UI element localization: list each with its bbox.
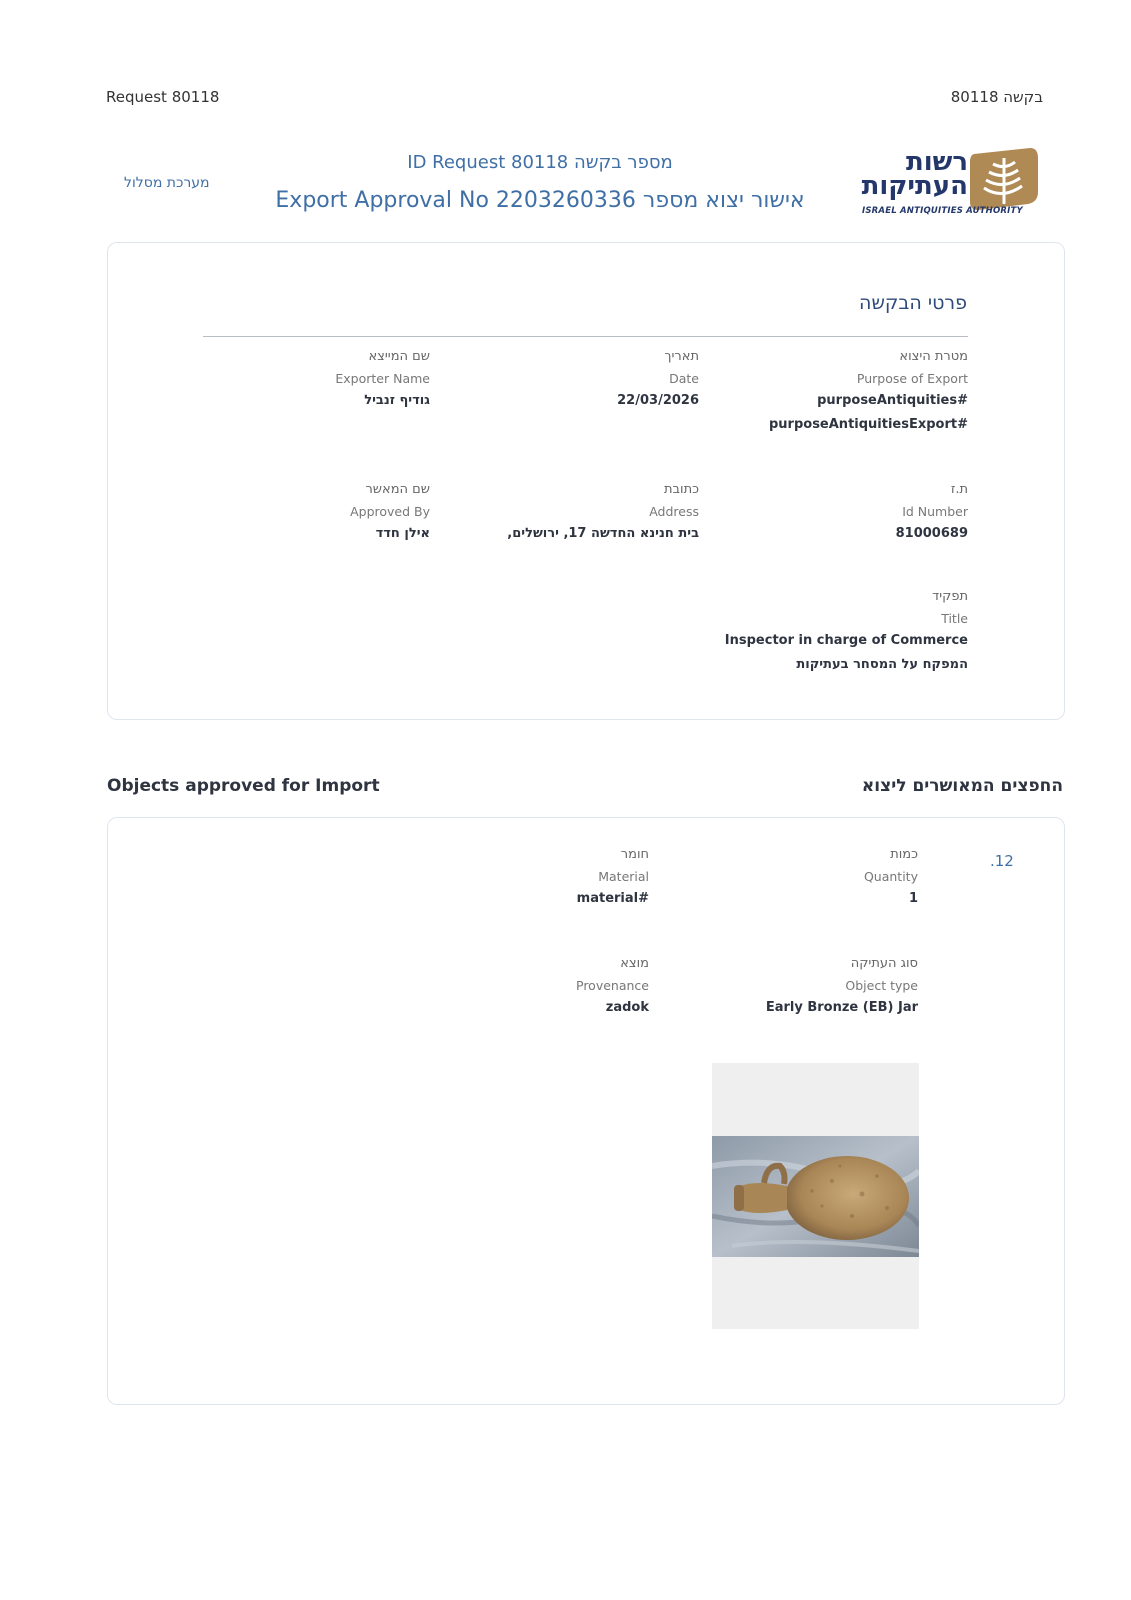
field-purpose: מטרת היצוא Purpose of Export purposeAntiquities# purposeAntiquitiesExport# <box>768 349 968 432</box>
running-header-right: בקשה 80118 <box>950 88 1043 106</box>
field-exporter-name: שם המייצא Exporter Name גודיף זנביל <box>335 349 430 408</box>
field-approved-by: שם המאשר Approved By אילן חדד <box>350 482 430 541</box>
running-header-left: Request 80118 <box>106 88 220 106</box>
field-material: חומר Material material# <box>576 847 649 906</box>
field-id-number: ת.ז Id Number 81000689 <box>895 482 968 541</box>
objects-title-en: Objects approved for Import <box>107 776 380 796</box>
system-label: מערכת מסלול <box>124 175 210 191</box>
jar-photo-icon <box>712 1136 919 1257</box>
object-photo <box>712 1136 919 1257</box>
israel-antiquities-authority-logo <box>862 148 1042 220</box>
field-date: תאריך Date 22/03/2026 <box>617 349 699 408</box>
approval-heading <box>270 188 810 213</box>
section-divider <box>203 336 968 337</box>
approval-en: Export Approval No 2203260336 <box>275 188 636 213</box>
logo-hebrew-text: רשות העתיקות <box>861 147 968 201</box>
logo-english-text: ISRAEL ANTIQUITIES AUTHORITY <box>862 206 1023 216</box>
field-title: תפקיד Title Inspector in charge of Commerce המפקח על המסחר בעתיקות <box>724 589 968 672</box>
objects-title-he: החפצים המאושרים ליצוא <box>861 776 1063 796</box>
request-id-he: מספר בקשה <box>574 152 673 173</box>
field-address: כתובת Address בית חנינא החדשה 17, ירושלים, <box>507 482 699 541</box>
request-id-heading <box>290 152 790 173</box>
request-details-title: פרטי הבקשה <box>859 292 967 314</box>
approval-he: אישור יצוא מספר <box>642 188 805 213</box>
request-id-en: ID Request 80118 <box>407 152 569 173</box>
item-number: .12 <box>990 852 1014 870</box>
field-object-type: סוג העתיקה Object type Early Bronze (EB) Jar <box>765 956 918 1015</box>
field-quantity: כמות Quantity 1 <box>863 847 918 906</box>
field-provenance: מוצא Provenance zadok <box>576 956 649 1015</box>
